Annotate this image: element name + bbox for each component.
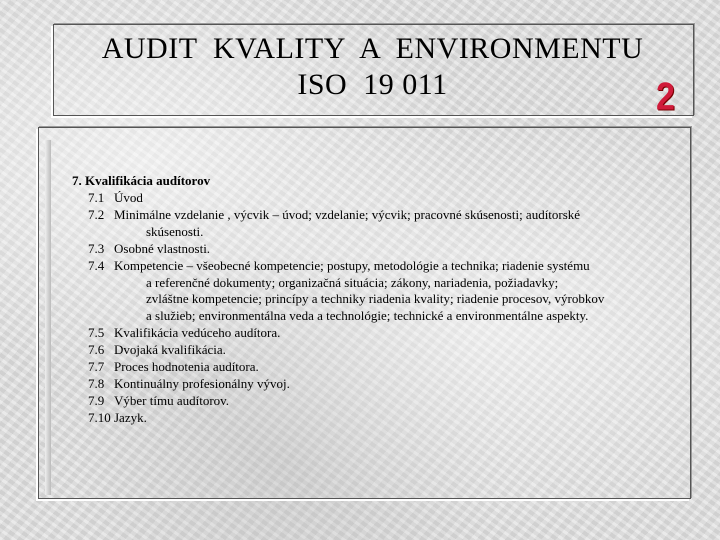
item-number: 7.2 <box>88 206 105 222</box>
item-text <box>114 258 648 326</box>
list-item <box>88 241 648 258</box>
list-item <box>88 376 648 393</box>
slide-title: AUDIT KVALITY A ENVIRONMENTU <box>101 32 644 65</box>
item-line: Dvojaká kvalifikácia. <box>114 342 226 358</box>
item-line: Kvalifikácia vedúceho audítora. <box>114 325 281 341</box>
list-item <box>88 359 648 376</box>
item-line: Úvod <box>114 190 143 205</box>
item-text <box>114 359 648 376</box>
list-item <box>88 190 648 207</box>
item-number: 7.7 <box>88 359 105 375</box>
slide-number: 2 <box>656 75 675 119</box>
item-line: Výber tímu audítorov. <box>114 392 230 408</box>
item-text <box>114 190 648 207</box>
list-item <box>88 207 648 241</box>
item-text <box>114 410 648 427</box>
list-item <box>88 410 648 427</box>
item-list <box>88 190 648 427</box>
list-item <box>88 258 648 326</box>
item-line: skúsenosti. <box>146 223 204 239</box>
slide-subtitle: ISO 19 011 <box>297 68 448 101</box>
item-line: Osobné vlastnosti. <box>114 240 211 256</box>
item-text <box>114 325 648 342</box>
item-number: 7.10 <box>88 409 111 425</box>
item-line: a referenčné dokumenty; organizačná situácia; zákony, nariadenia, požiadavky; <box>146 274 559 290</box>
item-number: 7.1 <box>88 190 105 205</box>
item-text <box>114 393 648 410</box>
item-text <box>114 376 648 393</box>
item-number: 7.6 <box>88 342 105 358</box>
item-text <box>114 342 648 359</box>
item-line: Minimálne vzdelanie , výcvik – úvod; vzdelanie; výcvik; pracovné skúsenosti; audítorské <box>114 206 581 222</box>
item-number: 7.8 <box>88 375 105 391</box>
item-number: 7.9 <box>88 392 105 408</box>
item-number: 7.4 <box>88 257 105 273</box>
item-text <box>114 207 648 241</box>
item-line: a služieb; environmentálna veda a technológie; technické a environmentálne aspekty. <box>146 308 589 324</box>
list-item <box>88 393 648 410</box>
item-number: 7.3 <box>88 240 105 256</box>
section-heading: 7. Kvalifikácia audítorov <box>72 173 211 188</box>
item-line: Kontinuálny profesionálny vývoj. <box>114 375 290 391</box>
item-line: Proces hodnotenia audítora. <box>114 359 259 375</box>
item-line: Jazyk. <box>114 409 147 425</box>
item-line: zvláštne kompetencie; princípy a techniky riadenia kvality; riadenie procesov, výrobkov <box>146 291 605 307</box>
list-item <box>88 342 648 359</box>
item-text <box>114 241 648 258</box>
item-line: Kompetencie – všeobecné kompetencie; postupy, metodológie a technika; riadenie systému <box>114 257 590 273</box>
bullet-bar <box>45 140 51 495</box>
list-item <box>88 325 648 342</box>
item-number: 7.5 <box>88 325 105 341</box>
